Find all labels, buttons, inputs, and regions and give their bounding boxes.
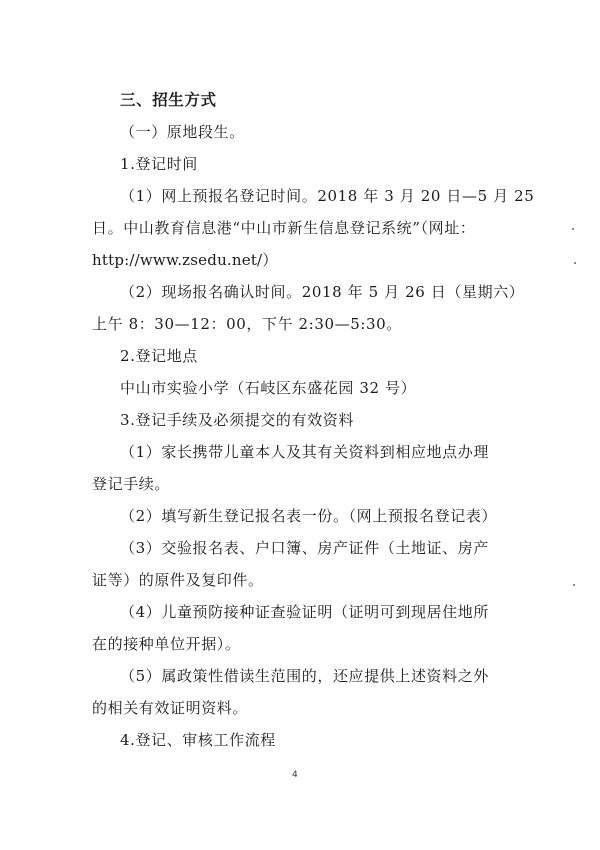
item1-paragraph2-line2: 上午 8：30—12：00，下午 2:30—5:30。 bbox=[92, 315, 402, 333]
item3-paragraph5-line1: （5）属政策性借读生范围的，还应提供上述资料之外 bbox=[120, 667, 489, 685]
item1-paragraph1-line2: 日。中山教育信息港“中山市新生信息登记系统”（网址： bbox=[92, 219, 476, 237]
item3-paragraph1-line2: 登记手续。 bbox=[92, 475, 171, 493]
item3-paragraph3-line1: （3）交验报名表、户口簿、房产证件（土地证、房产 bbox=[120, 539, 489, 557]
item1-title: 1.登记时间 bbox=[120, 155, 198, 173]
item3-paragraph4-line1: （4）儿童预防接种证查验证明（证明可到现居住地所 bbox=[120, 603, 489, 621]
item1-paragraph1-line1: （1）网上预报名登记时间。2018 年 3 月 20 日—5 月 25 bbox=[120, 187, 535, 205]
scan-speck bbox=[573, 584, 575, 586]
item3-title: 3.登记手续及必须提交的有效资料 bbox=[120, 411, 354, 429]
item3-paragraph1-line1: （1）家长携带儿童本人及其有关资料到相应地点办理 bbox=[120, 443, 489, 461]
subsection-title: （一）原地段生。 bbox=[120, 123, 245, 141]
item2-title: 2.登记地点 bbox=[120, 347, 198, 365]
scan-speck bbox=[574, 262, 576, 264]
item3-paragraph2: （2）填写新生登记报名表一份。（网上预报名登记表） bbox=[120, 507, 498, 525]
item2-address: 中山市实验小学（石岐区东盛花园 32 号） bbox=[120, 379, 417, 397]
scan-speck bbox=[572, 228, 574, 230]
page-number: 4 bbox=[292, 770, 298, 780]
item3-paragraph4-line2: 在的接种单位开据）。 bbox=[92, 635, 241, 653]
item1-paragraph1-url: http://www.zsedu.net/） bbox=[92, 251, 278, 269]
item4-title: 4.登记、审核工作流程 bbox=[120, 731, 276, 749]
item3-paragraph5-line2: 的相关有效证明资料。 bbox=[92, 699, 249, 717]
item1-paragraph2-line1: （2）现场报名确认时间。2018 年 5 月 26 日（星期六） bbox=[120, 283, 525, 301]
item3-paragraph3-line2: 证等）的原件及复印件。 bbox=[92, 571, 264, 589]
section-heading: 三、招生方式 bbox=[120, 90, 217, 109]
